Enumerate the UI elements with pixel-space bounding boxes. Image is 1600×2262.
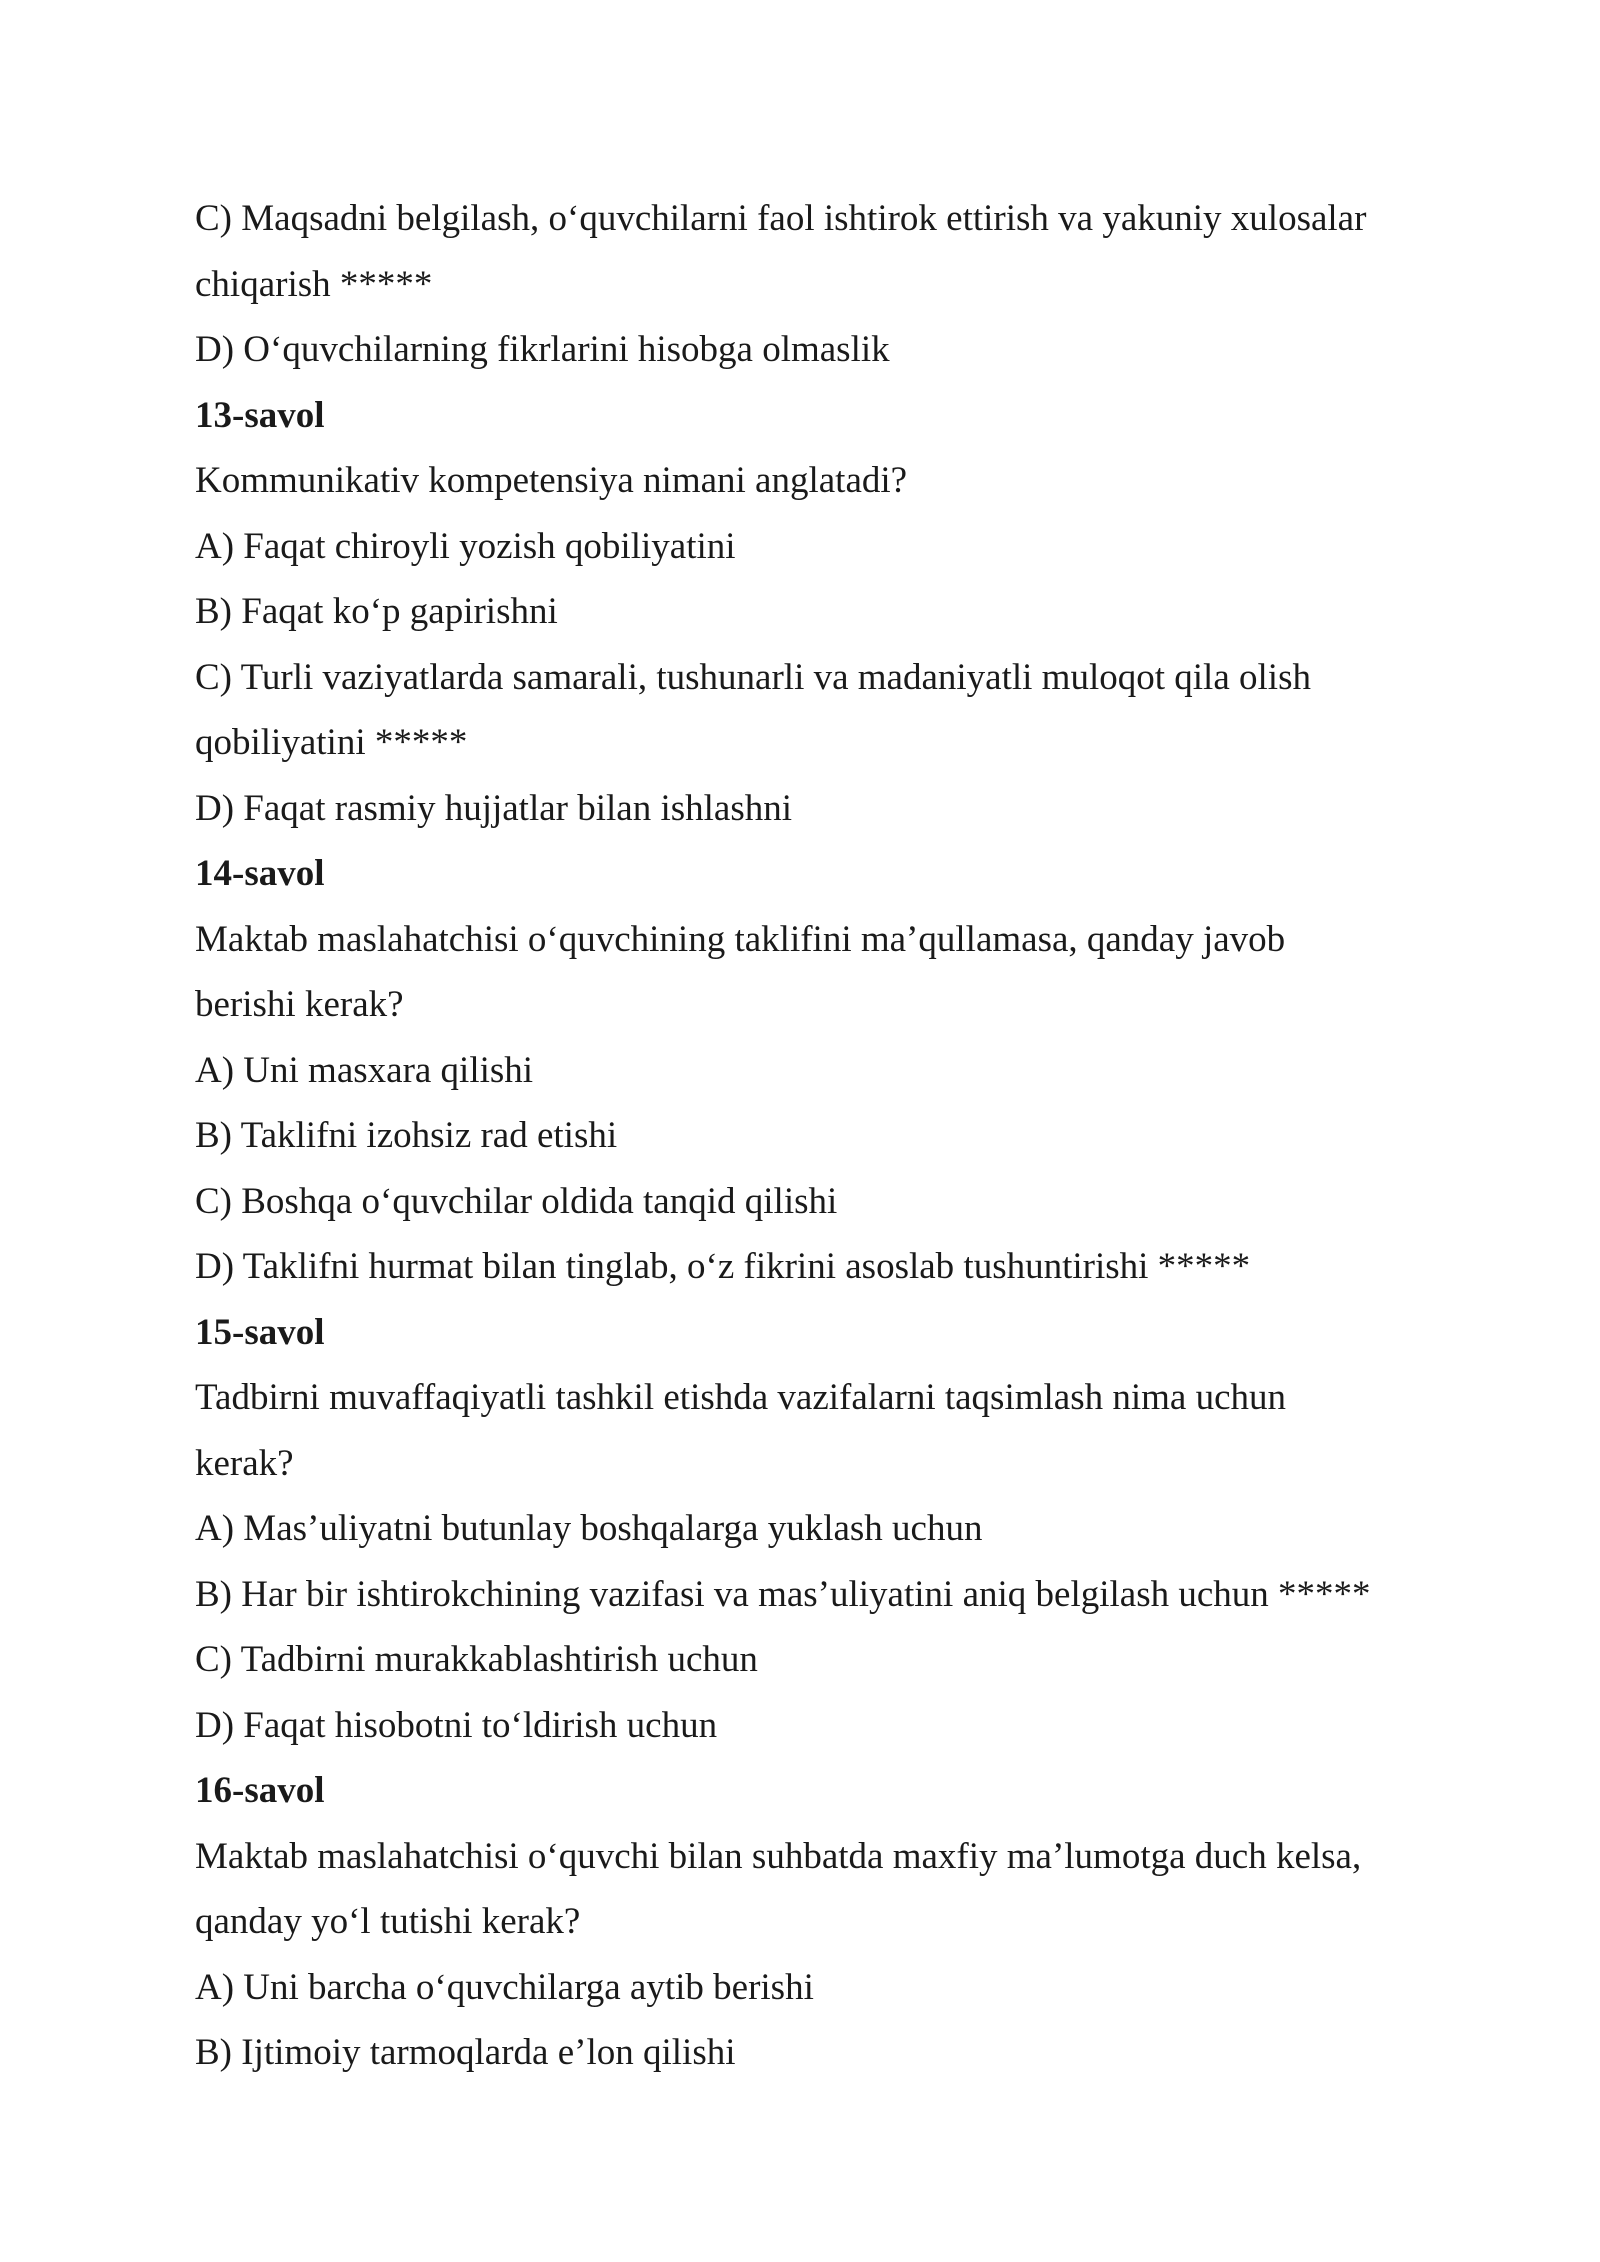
answer-option-line: B) Taklifni izohsiz rad etishi [195,1115,618,1156]
question-text-continuation: qanday yo‘l tutishi kerak? [195,1901,581,1942]
answer-option-line: D) Faqat hisobotni to‘ldirish uchun [195,1704,718,1746]
answer-option-line: B) Ijtimoiy tarmoqlarda e’lon qilishi [195,2032,736,2073]
question-text-continuation: kerak? [195,1442,294,1484]
answer-option-line: A) Uni masxara qilishi [195,1049,534,1091]
question-heading: 13-savol [195,394,325,436]
question-heading: 15-savol [195,1311,325,1353]
answer-option-line: B) Faqat ko‘p gapirishni [195,591,558,632]
question-text: Maktab maslahatchisi o‘quvchining taklifini ma’qullamasa, qanday javob [195,918,1286,960]
answer-option-line: C) Tadbirni murakkablashtirish uchun [195,1639,758,1680]
answer-option-line: B) Har bir ishtirokchining vazifasi va mas’uliyatini aniq belgilash uchun ***** [195,1573,1371,1615]
question-text: Maktab maslahatchisi o‘quvchi bilan suhbatda maxfiy ma’lumotga duch kelsa, [195,1835,1362,1877]
question-text: Kommunikativ kompetensiya nimani anglatadi? [195,460,908,501]
question-text: Tadbirni muvaffaqiyatli tashkil etishda vazifalarni taqsimlash nima uchun [195,1377,1287,1418]
answer-option-line: D) Taklifni hurmat bilan tinglab, o‘z fikrini asoslab tushuntirishi ***** [195,1246,1251,1287]
answer-option-line: C) Maqsadni belgilash, o‘quvchilarni faol ishtirok ettirish va yakuniy xulosalar [195,198,1367,239]
answer-option-line: A) Mas’uliyatni butunlay boshqalarga yuklash uchun [195,1508,983,1549]
answer-option-line: C) Turli vaziyatlarda samarali, tushunarli va madaniyatli muloqot qila olish [195,656,1311,698]
answer-option-line: D) Faqat rasmiy hujjatlar bilan ishlashni [195,787,793,829]
answer-option-line: C) Boshqa o‘quvchilar oldida tanqid qilishi [195,1180,838,1222]
answer-option-line: A) Uni barcha o‘quvchilarga aytib berishi [195,1966,814,2008]
question-heading: 14-savol [195,853,325,894]
question-text-continuation: berishi kerak? [195,984,404,1025]
answer-option-line: A) Faqat chiroyli yozish qobiliyatini [195,525,736,567]
answer-option-line: D) O‘quvchilarning fikrlarini hisobga olmaslik [195,329,890,370]
question-heading: 16-savol [195,1770,325,1811]
document-page [195,186,1425,2086]
answer-option-continuation: qobiliyatini ***** [195,722,468,763]
answer-option-continuation: chiqarish ***** [195,263,433,305]
